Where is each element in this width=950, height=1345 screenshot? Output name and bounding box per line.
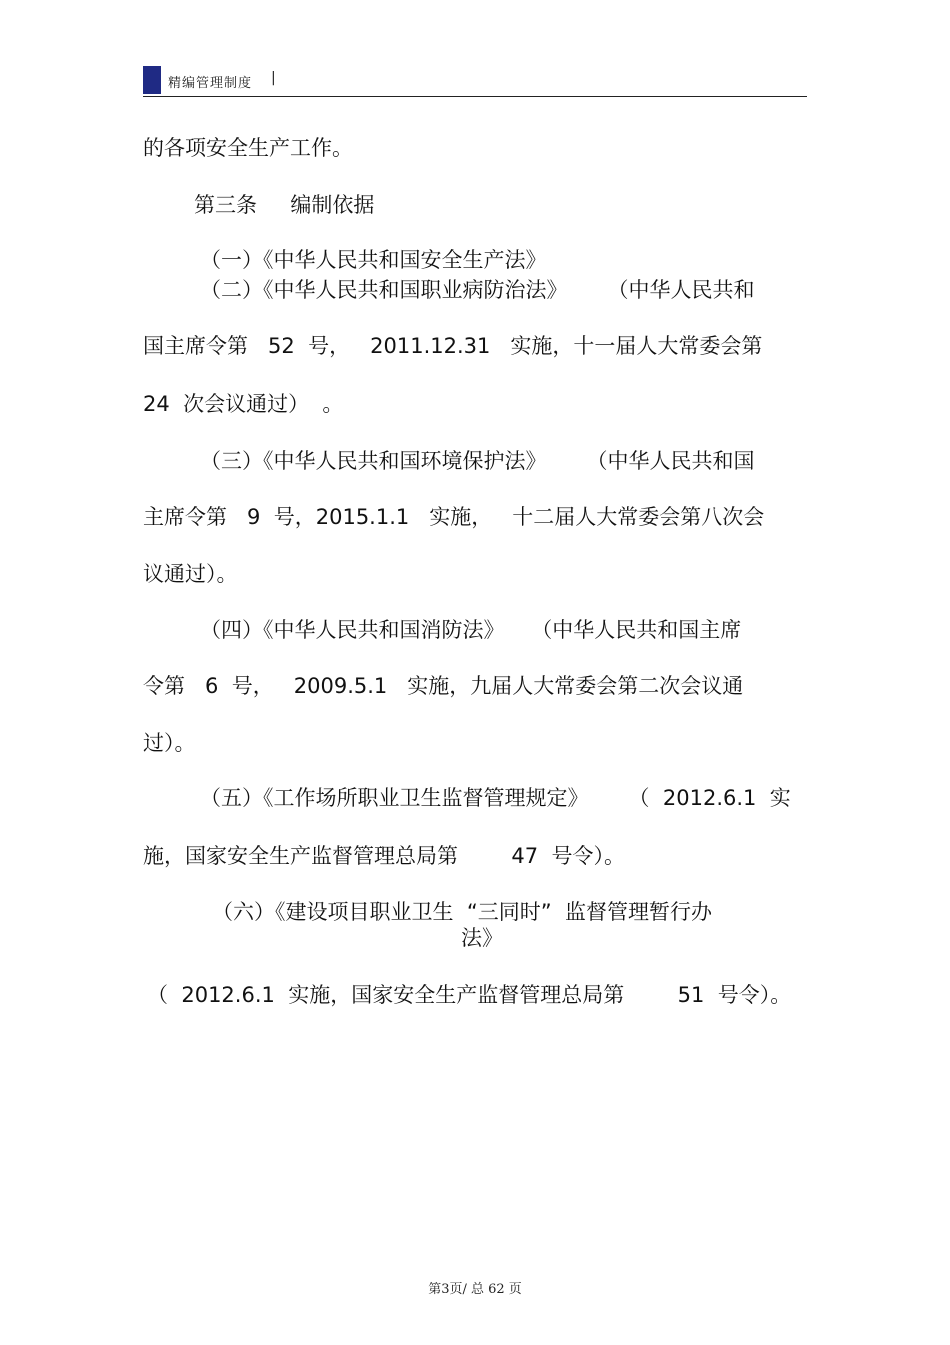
body-line: 施，国家安全生产监督管理总局第 47 号令）。 (143, 844, 625, 868)
body-line: （一）《中华人民共和国安全生产法》 (200, 248, 547, 272)
article-heading: 第三条 编制依据 (194, 193, 375, 217)
body-line: 过）。 (143, 731, 196, 755)
body-line: 法》 (461, 926, 503, 950)
logo-icon (143, 66, 161, 94)
body-line: （四）《中华人民共和国消防法》 （中华人民共和国主席 (200, 618, 742, 642)
body-line: 议通过）。 (143, 562, 238, 586)
body-line: （五）《工作场所职业卫生监督管理规定》 （ 2012.6.1 实 (200, 786, 791, 810)
body-line: （ 2012.6.1 实施，国家安全生产监督管理总局第 51 号令）。 (147, 983, 792, 1007)
header-title: 精编管理制度 (168, 76, 253, 91)
page-header (143, 66, 807, 97)
body-line: （三）《中华人民共和国环境保护法》 （中华人民共和国 (200, 449, 755, 473)
header-separator: | (271, 70, 276, 86)
body-line: （二）《中华人民共和国职业病防治法》 （中华人民共和 (200, 278, 755, 302)
page-number: 第3页/ 总 62 页 (428, 1282, 522, 1297)
body-line: 国主席令第 52 号， 2011.12.31 实施，十一届人大常委会第 (143, 334, 763, 358)
body-line: 的各项安全生产工作。 (143, 136, 353, 160)
body-line: 24 次会议通过） 。 (143, 392, 344, 416)
body-line: （六）《建设项目职业卫生 “三同时” 监督管理暂行办 (212, 900, 712, 924)
body-line: 主席令第 9 号，2015.1.1 实施， 十二届人大常委会第八次会 (143, 505, 765, 529)
body-line: 令第 6 号， 2009.5.1 实施，九届人大常委会第二次会议通 (143, 674, 744, 698)
